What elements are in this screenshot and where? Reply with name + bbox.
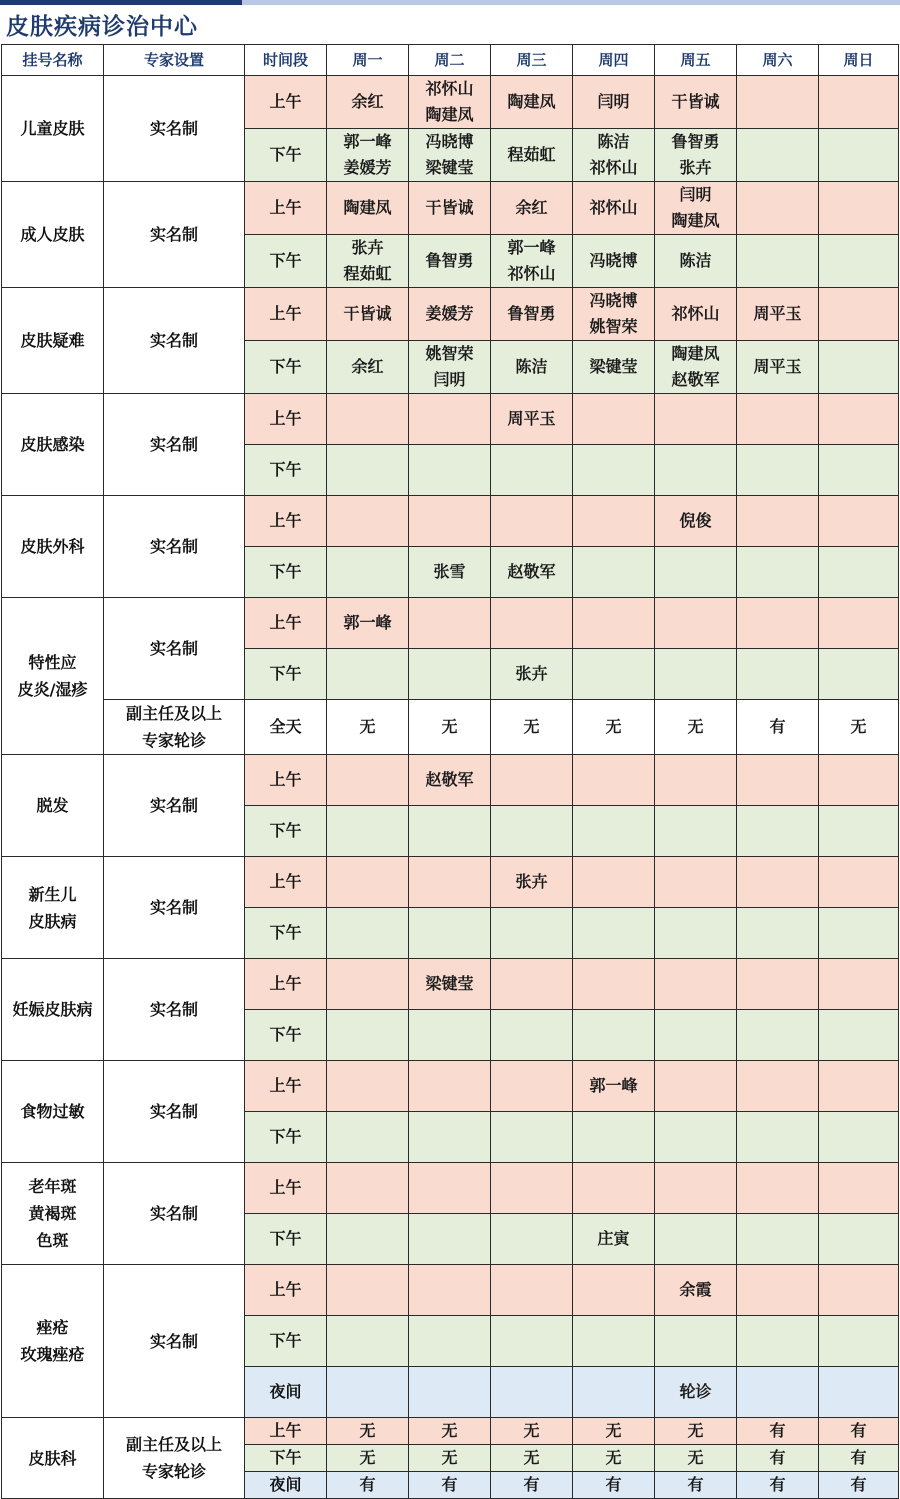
schedule-cell (819, 496, 899, 547)
schedule-cell (655, 1163, 737, 1214)
schedule-cell (737, 1010, 819, 1061)
schedule-cell (655, 445, 737, 496)
schedule-cell: 闫明 (573, 76, 655, 129)
column-header: 挂号名称 (2, 45, 104, 76)
schedule-cell (737, 182, 819, 235)
schedule-cell (409, 1163, 491, 1214)
schedule-row (2, 700, 899, 755)
clinic-name: 皮肤外科 (2, 496, 104, 598)
schedule-cell (819, 445, 899, 496)
schedule-cell: 有 (819, 1418, 899, 1445)
page-title: 皮肤疾病诊治中心 (6, 14, 198, 40)
schedule-cell: 祁怀山 (655, 288, 737, 341)
title-stripe-dark (0, 0, 242, 5)
schedule-cell (819, 1010, 899, 1061)
schedule-cell (737, 394, 819, 445)
schedule-cell (655, 598, 737, 649)
schedule-cell: 冯晓博 梁键莹 (409, 129, 491, 182)
schedule-cell (737, 806, 819, 857)
time-period: 上午 (245, 1418, 327, 1445)
schedule-cell: 鲁智勇 (409, 235, 491, 288)
time-period: 下午 (245, 1214, 327, 1265)
time-period: 上午 (245, 1265, 327, 1316)
schedule-row (2, 288, 899, 341)
schedule-cell: 无 (573, 1418, 655, 1445)
schedule-cell (491, 496, 573, 547)
schedule-cell (327, 1367, 409, 1418)
schedule-cell: 有 (327, 1472, 409, 1499)
expert-setting: 实名制 (104, 1061, 245, 1163)
schedule-cell (573, 857, 655, 908)
schedule-cell: 轮诊 (655, 1367, 737, 1418)
schedule-cell (327, 496, 409, 547)
time-period: 下午 (245, 908, 327, 959)
schedule-cell: 无 (491, 700, 573, 755)
schedule-cell (819, 129, 899, 182)
schedule-table (1, 44, 899, 1499)
time-period: 上午 (245, 1061, 327, 1112)
clinic-name: 成人皮肤 (2, 182, 104, 288)
schedule-cell (819, 1265, 899, 1316)
schedule-cell (737, 908, 819, 959)
column-header: 周六 (737, 45, 819, 76)
schedule-cell (819, 959, 899, 1010)
schedule-cell (491, 1061, 573, 1112)
schedule-cell: 无 (327, 1418, 409, 1445)
schedule-cell (819, 76, 899, 129)
schedule-cell (819, 288, 899, 341)
schedule-cell: 有 (819, 1445, 899, 1472)
schedule-cell: 有 (409, 1472, 491, 1499)
schedule-cell (491, 1316, 573, 1367)
schedule-cell (573, 1316, 655, 1367)
schedule-body (2, 76, 899, 1499)
expert-setting: 实名制 (104, 1265, 245, 1418)
schedule-row (2, 394, 899, 445)
schedule-cell (819, 1061, 899, 1112)
schedule-row (2, 182, 899, 235)
schedule-cell: 无 (491, 1445, 573, 1472)
schedule-cell (737, 496, 819, 547)
schedule-cell (655, 806, 737, 857)
clinic-name: 新生儿 皮肤病 (2, 857, 104, 959)
schedule-cell: 郭一峰 (327, 598, 409, 649)
schedule-cell (409, 445, 491, 496)
schedule-row (2, 1265, 899, 1316)
schedule-cell (327, 857, 409, 908)
column-header: 周日 (819, 45, 899, 76)
schedule-cell (819, 755, 899, 806)
column-header: 时间段 (245, 45, 327, 76)
schedule-cell: 周平玉 (737, 288, 819, 341)
schedule-cell (819, 1316, 899, 1367)
schedule-cell: 鲁智勇 张卉 (655, 129, 737, 182)
schedule-cell (655, 1112, 737, 1163)
schedule-cell: 有 (655, 1472, 737, 1499)
schedule-cell (491, 1265, 573, 1316)
time-period: 下午 (245, 235, 327, 288)
schedule-cell (409, 1112, 491, 1163)
schedule-cell (573, 598, 655, 649)
schedule-cell (737, 1214, 819, 1265)
schedule-cell (573, 547, 655, 598)
clinic-name: 皮肤科 (2, 1418, 104, 1499)
schedule-cell (737, 76, 819, 129)
schedule-cell (409, 1265, 491, 1316)
schedule-cell: 无 (491, 1418, 573, 1445)
time-period: 下午 (245, 649, 327, 700)
schedule-cell (655, 1214, 737, 1265)
schedule-cell: 张卉 程茹虹 (327, 235, 409, 288)
schedule-cell: 无 (409, 1445, 491, 1472)
clinic-name: 皮肤感染 (2, 394, 104, 496)
expert-setting: 副主任及以上 专家轮诊 (104, 1418, 245, 1499)
schedule-cell: 有 (491, 1472, 573, 1499)
schedule-cell (491, 959, 573, 1010)
schedule-cell: 冯晓博 (573, 235, 655, 288)
schedule-cell (737, 649, 819, 700)
clinic-name: 儿童皮肤 (2, 76, 104, 182)
schedule-cell (409, 496, 491, 547)
schedule-cell: 无 (409, 700, 491, 755)
schedule-cell (819, 1112, 899, 1163)
column-header: 周一 (327, 45, 409, 76)
clinic-name: 特性应 皮炎/湿疹 (2, 598, 104, 755)
schedule-cell (737, 1316, 819, 1367)
expert-setting: 实名制 (104, 755, 245, 857)
schedule-cell (573, 649, 655, 700)
schedule-cell (655, 857, 737, 908)
schedule-cell: 陈洁 (491, 341, 573, 394)
schedule-cell: 张雪 (409, 547, 491, 598)
time-period: 上午 (245, 598, 327, 649)
schedule-cell (491, 755, 573, 806)
schedule-cell (573, 755, 655, 806)
time-period: 上午 (245, 1163, 327, 1214)
schedule-cell: 有 (737, 700, 819, 755)
schedule-cell (327, 445, 409, 496)
schedule-cell: 赵敬军 (409, 755, 491, 806)
expert-setting: 实名制 (104, 76, 245, 182)
schedule-cell (573, 445, 655, 496)
schedule-cell (409, 1061, 491, 1112)
header-row (2, 45, 899, 76)
time-period: 下午 (245, 806, 327, 857)
schedule-cell (409, 806, 491, 857)
schedule-cell: 冯晓博 姚智荣 (573, 288, 655, 341)
schedule-cell (327, 1061, 409, 1112)
schedule-cell (409, 1010, 491, 1061)
schedule-cell (573, 496, 655, 547)
schedule-cell (327, 394, 409, 445)
schedule-cell (737, 1112, 819, 1163)
schedule-cell (819, 598, 899, 649)
schedule-cell (819, 857, 899, 908)
schedule-cell: 有 (737, 1472, 819, 1499)
schedule-cell (491, 1214, 573, 1265)
schedule-cell (409, 649, 491, 700)
clinic-name: 皮肤疑难 (2, 288, 104, 394)
schedule-cell (327, 755, 409, 806)
schedule-cell: 余红 (327, 76, 409, 129)
schedule-cell (573, 1010, 655, 1061)
expert-setting: 实名制 (104, 496, 245, 598)
schedule-cell: 赵敬军 (491, 547, 573, 598)
schedule-cell (491, 1163, 573, 1214)
schedule-row (2, 857, 899, 908)
time-period: 夜间 (245, 1472, 327, 1499)
column-header: 周三 (491, 45, 573, 76)
time-period: 上午 (245, 857, 327, 908)
schedule-cell: 陈洁 祁怀山 (573, 129, 655, 182)
schedule-cell: 无 (819, 700, 899, 755)
schedule-cell: 姜媛芳 (409, 288, 491, 341)
schedule-cell (819, 182, 899, 235)
time-period: 上午 (245, 394, 327, 445)
schedule-cell (573, 1265, 655, 1316)
title-stripe-light (242, 0, 900, 5)
schedule-cell: 程茹虹 (491, 129, 573, 182)
schedule-cell: 郭一峰 祁怀山 (491, 235, 573, 288)
schedule-cell (327, 1214, 409, 1265)
schedule-row (2, 1061, 899, 1112)
schedule-cell (573, 394, 655, 445)
expert-setting: 实名制 (104, 182, 245, 288)
schedule-cell (327, 1265, 409, 1316)
schedule-cell (737, 1265, 819, 1316)
schedule-cell (327, 1112, 409, 1163)
schedule-cell (819, 1163, 899, 1214)
schedule-cell (573, 1112, 655, 1163)
schedule-cell (327, 1163, 409, 1214)
schedule-cell: 无 (327, 700, 409, 755)
schedule-cell (819, 908, 899, 959)
schedule-cell: 张卉 (491, 857, 573, 908)
time-period: 下午 (245, 1445, 327, 1472)
schedule-cell (655, 1061, 737, 1112)
schedule-cell (409, 857, 491, 908)
schedule-cell: 周平玉 (737, 341, 819, 394)
schedule-cell (573, 908, 655, 959)
schedule-cell (819, 649, 899, 700)
schedule-cell: 倪俊 (655, 496, 737, 547)
clinic-name: 痤疮 玫瑰痤疮 (2, 1265, 104, 1418)
schedule-cell (491, 445, 573, 496)
schedule-cell: 有 (819, 1472, 899, 1499)
time-period: 下午 (245, 1112, 327, 1163)
time-period: 下午 (245, 445, 327, 496)
schedule-cell (491, 598, 573, 649)
schedule-cell (737, 598, 819, 649)
schedule-row (2, 496, 899, 547)
schedule-cell (409, 394, 491, 445)
schedule-cell: 无 (655, 700, 737, 755)
time-period: 夜间 (245, 1367, 327, 1418)
schedule-cell (737, 1367, 819, 1418)
schedule-cell (737, 129, 819, 182)
schedule-cell (491, 1112, 573, 1163)
schedule-cell (409, 598, 491, 649)
expert-setting: 实名制 (104, 959, 245, 1061)
title-bar (0, 0, 900, 44)
schedule-cell (819, 394, 899, 445)
column-header: 周二 (409, 45, 491, 76)
schedule-cell (737, 959, 819, 1010)
time-period: 上午 (245, 288, 327, 341)
time-period: 下午 (245, 1316, 327, 1367)
schedule-cell (819, 1367, 899, 1418)
clinic-name: 妊娠皮肤病 (2, 959, 104, 1061)
schedule-cell (737, 235, 819, 288)
time-period: 上午 (245, 959, 327, 1010)
schedule-cell: 祁怀山 (573, 182, 655, 235)
schedule-cell (327, 1010, 409, 1061)
time-period: 下午 (245, 547, 327, 598)
schedule-cell (655, 1316, 737, 1367)
schedule-cell (819, 806, 899, 857)
schedule-cell: 无 (655, 1418, 737, 1445)
clinic-name: 脱发 (2, 755, 104, 857)
time-period: 上午 (245, 496, 327, 547)
schedule-cell: 姚智荣 闫明 (409, 341, 491, 394)
schedule-cell: 干皆诚 (327, 288, 409, 341)
schedule-cell (573, 1163, 655, 1214)
column-header: 周五 (655, 45, 737, 76)
schedule-cell: 无 (573, 700, 655, 755)
schedule-cell: 有 (737, 1418, 819, 1445)
schedule-cell: 陈洁 (655, 235, 737, 288)
column-header: 专家设置 (104, 45, 245, 76)
clinic-name: 食物过敏 (2, 1061, 104, 1163)
schedule-cell (655, 394, 737, 445)
schedule-cell: 庄寅 (573, 1214, 655, 1265)
time-period: 上午 (245, 755, 327, 806)
clinic-name: 老年斑 黄褐斑 色斑 (2, 1163, 104, 1265)
schedule-cell: 鲁智勇 (491, 288, 573, 341)
schedule-cell (737, 1061, 819, 1112)
time-period: 全天 (245, 700, 327, 755)
schedule-cell (737, 857, 819, 908)
schedule-cell (491, 1010, 573, 1061)
schedule-cell (409, 1316, 491, 1367)
schedule-cell: 梁键莹 (573, 341, 655, 394)
schedule-cell (737, 1163, 819, 1214)
schedule-cell: 祁怀山 陶建凤 (409, 76, 491, 129)
expert-setting: 实名制 (104, 288, 245, 394)
schedule-cell (327, 959, 409, 1010)
schedule-row (2, 959, 899, 1010)
schedule-row (2, 1163, 899, 1214)
schedule-cell: 张卉 (491, 649, 573, 700)
schedule-cell (819, 1214, 899, 1265)
schedule-cell (409, 1214, 491, 1265)
schedule-row (2, 1418, 899, 1445)
schedule-cell (409, 1367, 491, 1418)
schedule-cell: 陶建凤 赵敬军 (655, 341, 737, 394)
expert-setting: 副主任及以上 专家轮诊 (104, 700, 245, 755)
expert-setting: 实名制 (104, 857, 245, 959)
schedule-cell (655, 755, 737, 806)
schedule-row (2, 755, 899, 806)
schedule-cell (573, 959, 655, 1010)
time-period: 下午 (245, 129, 327, 182)
schedule-cell (327, 649, 409, 700)
schedule-cell: 干皆诚 (655, 76, 737, 129)
schedule-cell: 无 (409, 1418, 491, 1445)
schedule-cell (819, 341, 899, 394)
time-period: 下午 (245, 1010, 327, 1061)
schedule-cell: 梁键莹 (409, 959, 491, 1010)
schedule-cell (491, 908, 573, 959)
schedule-row (2, 598, 899, 649)
schedule-cell (737, 755, 819, 806)
schedule-cell: 余红 (327, 341, 409, 394)
schedule-cell (327, 806, 409, 857)
expert-setting: 实名制 (104, 1163, 245, 1265)
schedule-cell (491, 1367, 573, 1418)
schedule-cell: 闫明 陶建凤 (655, 182, 737, 235)
schedule-cell: 周平玉 (491, 394, 573, 445)
schedule-cell (819, 547, 899, 598)
schedule-cell: 余红 (491, 182, 573, 235)
schedule-cell (409, 908, 491, 959)
schedule-cell (573, 1367, 655, 1418)
schedule-cell: 干皆诚 (409, 182, 491, 235)
schedule-row (2, 76, 899, 129)
schedule-cell (491, 806, 573, 857)
schedule-cell (655, 959, 737, 1010)
time-period: 上午 (245, 182, 327, 235)
column-header: 周四 (573, 45, 655, 76)
schedule-cell: 余霞 (655, 1265, 737, 1316)
schedule-cell (327, 908, 409, 959)
schedule-cell: 郭一峰 姜媛芳 (327, 129, 409, 182)
schedule-cell: 无 (573, 1445, 655, 1472)
expert-setting: 实名制 (104, 394, 245, 496)
schedule-cell (573, 806, 655, 857)
schedule-cell (655, 649, 737, 700)
schedule-cell (655, 908, 737, 959)
schedule-cell (655, 547, 737, 598)
schedule-cell (819, 235, 899, 288)
time-period: 上午 (245, 76, 327, 129)
expert-setting: 实名制 (104, 598, 245, 700)
schedule-cell: 郭一峰 (573, 1061, 655, 1112)
schedule-cell (655, 1010, 737, 1061)
time-period: 下午 (245, 341, 327, 394)
schedule-cell: 陶建凤 (327, 182, 409, 235)
schedule-cell: 陶建凤 (491, 76, 573, 129)
schedule-cell (327, 1316, 409, 1367)
schedule-cell: 无 (655, 1445, 737, 1472)
schedule-cell (737, 445, 819, 496)
schedule-cell: 有 (737, 1445, 819, 1472)
schedule-cell (327, 547, 409, 598)
schedule-cell: 有 (573, 1472, 655, 1499)
schedule-cell: 无 (327, 1445, 409, 1472)
schedule-cell (737, 547, 819, 598)
